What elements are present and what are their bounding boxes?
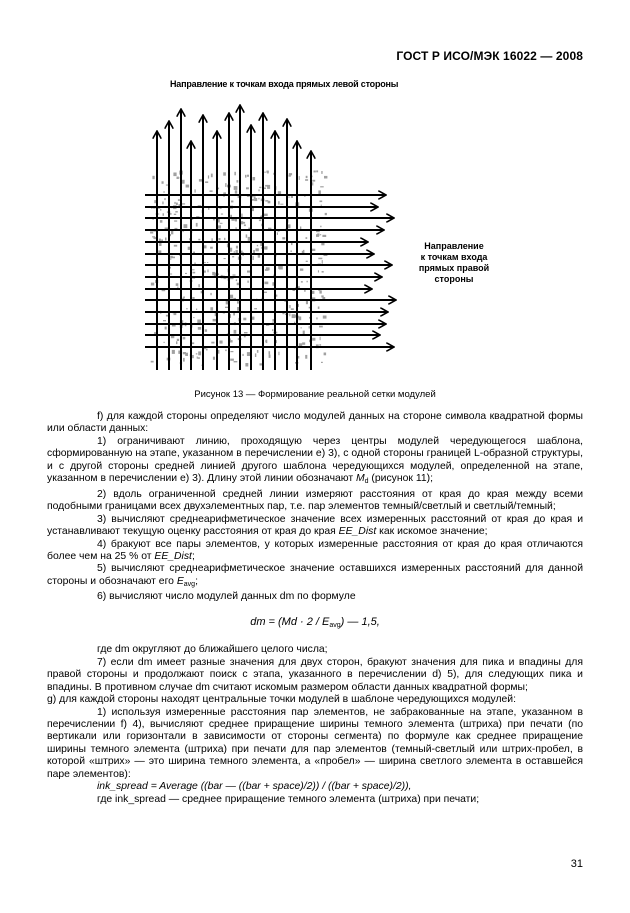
print-noise <box>150 231 153 233</box>
print-noise <box>196 309 197 310</box>
print-noise <box>264 214 268 216</box>
print-noise <box>230 278 234 279</box>
print-noise <box>320 337 321 341</box>
print-noise <box>183 358 185 362</box>
print-noise <box>269 351 271 354</box>
print-noise <box>305 179 308 181</box>
right-label-line: Направление <box>424 241 484 251</box>
md-symbol: M <box>355 473 365 485</box>
print-noise <box>259 187 261 188</box>
print-noise <box>195 189 196 192</box>
print-noise <box>205 329 207 332</box>
print-noise <box>305 355 307 359</box>
print-noise <box>184 224 188 228</box>
print-noise <box>302 342 305 344</box>
eavg-subscript: avg <box>183 580 196 588</box>
paragraph: g) для каждой стороны находят центральные точки модулей в шаблоне чередующихся модулей: <box>47 694 517 706</box>
print-noise <box>255 353 256 357</box>
print-noise <box>210 307 213 310</box>
right-label-line: стороны <box>434 274 474 284</box>
print-noise <box>312 182 313 185</box>
print-noise <box>234 361 238 362</box>
document-header: ГОСТ Р ИСО/МЭК 16022 — 2008 <box>396 49 583 63</box>
md-subscript: d <box>364 478 369 486</box>
print-noise <box>254 196 256 199</box>
print-noise <box>186 308 188 309</box>
print-noise <box>230 295 233 299</box>
print-noise <box>196 353 198 354</box>
print-noise <box>247 175 249 177</box>
print-noise <box>211 342 214 344</box>
paragraph <box>47 436 583 489</box>
print-noise <box>205 181 208 183</box>
print-noise <box>300 269 303 271</box>
paragraph: 2) вдоль ограниченной средней линии измеряют расстояния от края до края между всеми подобными границами всех двухэлементных пар, т.е. пар элементов темный/светлый и светлый/темный; <box>47 488 583 513</box>
print-noise <box>236 246 238 249</box>
formula-rhs: ) — 1,5, <box>340 615 380 628</box>
print-noise <box>183 352 186 354</box>
print-noise <box>277 232 278 235</box>
print-noise <box>320 226 321 228</box>
print-noise <box>198 239 200 241</box>
print-noise <box>164 198 165 200</box>
print-noise <box>252 199 255 201</box>
print-noise <box>170 213 171 215</box>
print-noise <box>218 225 222 228</box>
print-noise <box>208 175 209 178</box>
print-noise <box>316 317 317 319</box>
print-noise <box>245 175 247 178</box>
print-noise <box>246 187 249 189</box>
print-noise <box>170 256 173 258</box>
print-noise <box>321 362 323 363</box>
print-noise <box>196 223 198 227</box>
print-noise <box>225 183 226 187</box>
body-text <box>47 411 583 806</box>
print-noise <box>306 261 308 262</box>
print-noise <box>206 349 208 351</box>
print-noise <box>178 199 180 201</box>
print-noise <box>176 203 178 206</box>
print-noise <box>265 340 267 341</box>
print-noise <box>234 172 236 176</box>
paragraph <box>47 781 583 793</box>
paragraph <box>47 514 583 539</box>
print-noise <box>278 201 279 204</box>
print-noise <box>265 200 268 202</box>
print-noise <box>204 262 206 263</box>
print-noise <box>237 301 239 303</box>
print-noise <box>247 281 248 283</box>
print-noise <box>210 247 213 249</box>
print-noise <box>320 186 324 187</box>
print-noise <box>198 284 199 287</box>
print-noise <box>244 224 246 226</box>
print-noise <box>223 172 226 175</box>
print-noise <box>319 344 321 346</box>
figure-caption: Рисунок 13 — Формирование реальной сетки модулей <box>194 389 436 400</box>
print-noise <box>314 171 316 173</box>
paragraph-text: 5) вычисляют среднеарифметическое значение оставшихся измеренных расстояний для данной стороны и обозначают его <box>47 563 583 587</box>
formula <box>47 616 583 632</box>
print-noise <box>174 245 177 247</box>
print-noise <box>307 281 308 283</box>
print-noise <box>280 204 283 205</box>
print-noise <box>233 274 236 275</box>
print-noise <box>257 245 258 246</box>
print-noise <box>230 351 233 352</box>
print-noise <box>152 176 154 179</box>
print-noise <box>259 220 261 222</box>
paragraph <box>47 539 583 564</box>
print-noise <box>236 279 237 281</box>
print-noise <box>197 357 198 359</box>
print-noise <box>171 231 173 235</box>
print-noise <box>312 249 316 251</box>
print-noise <box>174 220 177 221</box>
print-noise <box>264 246 267 249</box>
print-noise <box>282 237 285 239</box>
print-noise <box>165 238 167 241</box>
paragraph: где dm округляют до ближайшего целого числа; <box>97 644 328 656</box>
print-noise <box>231 219 234 221</box>
print-noise <box>316 234 319 237</box>
print-noise <box>306 301 308 304</box>
print-noise <box>258 189 259 191</box>
print-noise <box>253 177 256 180</box>
print-noise <box>225 307 228 308</box>
print-noise <box>163 191 165 192</box>
print-noise <box>173 173 176 177</box>
print-noise <box>219 341 222 344</box>
print-noise <box>291 196 293 198</box>
paragraph: 1) используя измеренные расстояния пар элементов, не забракованные на этапе, указанном в перечислении f) 4), вычисляют среднее приращение ширины темного элемента (штриха) при печати (по вертикали или горизонтали в зависимости от стороны сегмента) по формуле как среднее приращение ширины темного элемента (штриха) при печати для пар элементов (темный-светлый или штрих-пробел, в которой «штрих» — это ширина темного элемента, а «пробел» — ширина светлого элемента в оставшейся паре элементов): <box>47 706 583 780</box>
print-noise <box>174 214 176 215</box>
ee-dist-symbol: EE_Dist <box>154 550 192 562</box>
print-noise <box>183 337 186 340</box>
paragraph: f) для каждой стороны определяют число модулей данных на стороне символа квадратной формы или области данных: <box>47 411 583 435</box>
print-noise <box>299 176 300 180</box>
print-noise <box>247 352 250 356</box>
print-noise <box>323 316 327 319</box>
print-noise <box>265 282 269 285</box>
figure-right-label <box>414 241 494 285</box>
print-noise <box>211 174 213 178</box>
print-noise <box>257 350 259 353</box>
print-noise <box>235 190 237 193</box>
print-noise <box>254 308 257 309</box>
ink-spread-formula: ink_spread = Average ((bar — ((bar + space)/2)) / ((bar + space)/2)), <box>97 781 412 793</box>
ee-dist-symbol: EE_Dist <box>338 526 377 538</box>
print-noise <box>198 357 200 359</box>
print-noise <box>162 202 163 205</box>
right-label-line: прямых правой <box>418 263 490 273</box>
print-noise <box>210 293 211 295</box>
print-noise <box>267 185 270 189</box>
print-noise <box>318 258 322 260</box>
print-noise <box>177 287 178 288</box>
print-noise <box>175 211 178 212</box>
print-noise <box>241 214 242 218</box>
print-noise <box>322 271 324 273</box>
print-noise <box>193 317 194 318</box>
eavg-symbol: E <box>176 575 184 587</box>
paragraph-text: 4) бракуют все пары элементов, у которых измеренные расстояния от края до края отличаются более чем на 25 % от <box>47 538 583 562</box>
print-noise <box>306 176 308 178</box>
paragraph: 7) если dm имеет разные значения для двух сторон, бракуют значения для пика и впадины для правой стороны и продолжают поиск с этапа, указанного в перечислении d) 5), для следующих пика и впадины. В противном случае dm считают искомым размером области данных квадратной формы; <box>47 656 583 693</box>
page-number: 31 <box>570 858 583 870</box>
print-noise <box>316 170 318 172</box>
figure-top-label: Направление к точкам входа прямых левой стороны <box>170 79 399 89</box>
print-noise <box>224 238 225 240</box>
print-noise <box>243 222 246 224</box>
print-noise <box>321 205 322 206</box>
formula-lhs: dm = (Md · 2 / E <box>250 615 330 628</box>
print-noise <box>303 331 305 334</box>
print-noise <box>312 180 315 182</box>
print-noise <box>224 258 226 259</box>
print-noise <box>174 202 175 204</box>
print-noise <box>164 342 165 343</box>
print-noise <box>151 361 154 363</box>
print-noise <box>243 318 246 321</box>
print-noise <box>253 256 254 260</box>
print-noise <box>244 332 248 333</box>
print-noise <box>289 313 290 316</box>
print-noise <box>160 209 161 211</box>
print-noise <box>321 295 323 297</box>
print-noise <box>322 260 323 264</box>
print-noise <box>172 350 175 354</box>
print-noise <box>177 339 179 341</box>
print-noise <box>221 214 223 215</box>
print-noise <box>213 219 215 221</box>
print-noise <box>312 338 315 341</box>
print-noise <box>258 198 259 200</box>
print-noise <box>162 181 164 184</box>
print-noise <box>231 201 233 203</box>
print-noise <box>303 250 304 253</box>
print-noise <box>289 305 290 308</box>
print-noise <box>269 355 271 358</box>
print-noise <box>288 197 290 198</box>
print-noise <box>192 355 194 358</box>
print-noise <box>247 271 250 273</box>
print-noise <box>278 352 279 356</box>
paragraph-tail: ; <box>195 575 198 587</box>
print-noise <box>318 190 321 194</box>
print-noise <box>318 270 319 272</box>
print-noise <box>237 180 239 183</box>
print-noise <box>319 326 323 328</box>
print-noise <box>185 273 187 274</box>
print-noise <box>186 185 190 188</box>
paragraph-text: 3) вычисляют среднеарифметическое значение всех измеренных расстояний от края до края и устанавливают текущую оценку расстояния от края до края <box>47 513 583 538</box>
right-label-line: к точкам входа <box>420 252 488 262</box>
paragraph: где ink_spread — среднее приращение темного элемента (штриха) при печати; <box>97 793 480 805</box>
print-noise <box>320 201 323 203</box>
print-noise <box>153 236 154 239</box>
print-noise <box>291 250 292 252</box>
print-noise <box>230 340 233 342</box>
print-noise <box>266 171 268 173</box>
print-noise <box>219 238 221 240</box>
print-noise <box>292 314 296 318</box>
print-noise <box>213 357 215 360</box>
print-noise <box>198 327 201 330</box>
print-noise <box>176 341 177 344</box>
print-noise <box>210 190 213 192</box>
print-noise <box>199 179 202 182</box>
print-noise <box>253 250 255 253</box>
print-noise <box>176 283 179 286</box>
print-noise <box>213 319 216 322</box>
print-noise <box>309 326 310 328</box>
print-noise <box>325 213 327 215</box>
paragraph <box>47 563 583 591</box>
paragraph-text: 1) ограничивают линию, проходящую через центры модулей чередующегося шаблона, сформированную на этапе, указанном в перечислении e) 3), с одной стороны границей L-образной структуры, и с другой стороны средней линией другого шаблона чередующихся модулей, определенной на этапе, указанном в перечислении e) 3). Длину этой линии обозначают <box>47 435 583 485</box>
print-noise <box>151 283 154 286</box>
print-noise <box>318 307 320 309</box>
formula-sub: avg <box>329 621 341 629</box>
print-noise <box>235 219 237 222</box>
print-noise <box>193 272 196 274</box>
print-noise <box>291 308 294 310</box>
print-noise <box>207 270 208 273</box>
print-noise <box>182 203 185 204</box>
print-noise <box>246 234 248 237</box>
print-noise <box>279 266 283 270</box>
print-noise <box>324 176 327 179</box>
print-noise <box>319 290 321 293</box>
print-noise <box>256 248 259 251</box>
print-noise <box>163 213 165 216</box>
print-noise <box>230 215 232 217</box>
print-noise <box>242 354 243 356</box>
print-noise <box>320 234 321 235</box>
print-noise <box>232 256 234 257</box>
print-noise <box>165 327 167 330</box>
print-noise <box>289 173 292 175</box>
print-noise <box>234 186 238 190</box>
print-noise <box>272 329 273 331</box>
paragraph-tail: ; <box>191 550 195 562</box>
print-noise <box>220 223 223 224</box>
print-noise <box>207 262 208 263</box>
print-noise <box>266 268 269 270</box>
print-noise <box>163 320 166 321</box>
module-grid-figure <box>145 70 495 370</box>
print-noise <box>324 353 327 356</box>
print-noise <box>197 320 201 324</box>
print-noise <box>218 219 220 223</box>
print-noise <box>225 350 227 352</box>
print-noise <box>301 281 303 283</box>
print-noise <box>230 359 234 361</box>
print-noise <box>245 363 248 367</box>
print-noise <box>322 235 326 237</box>
print-noise <box>321 171 322 174</box>
paragraph-tail: как искомое значение; <box>376 526 488 538</box>
figure-ref: (рисунок 11); <box>368 473 433 485</box>
print-noise <box>158 250 161 253</box>
print-noise <box>265 172 266 174</box>
print-noise <box>198 351 201 355</box>
print-noise <box>177 177 179 179</box>
print-noise <box>160 220 163 223</box>
print-noise <box>234 330 237 334</box>
print-noise <box>264 292 268 293</box>
print-noise <box>306 237 308 239</box>
print-noise <box>301 327 302 328</box>
paragraph: 6) вычисляют число модулей данных dm по формуле <box>97 591 356 603</box>
print-noise <box>192 342 194 344</box>
